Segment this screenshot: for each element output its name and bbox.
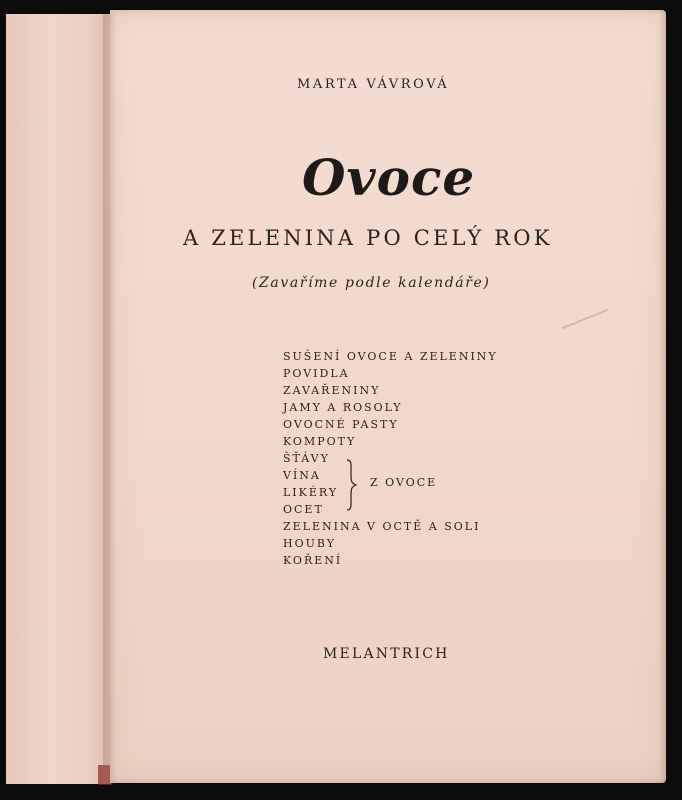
list-item: JAMY A ROSOLY: [283, 401, 403, 414]
list-item: OCET: [283, 503, 324, 516]
list-item: SUŠENÍ OVOCE A ZELENINY: [283, 350, 498, 363]
list-item: ZELENINA V OCTĚ A SOLI: [283, 520, 481, 533]
left-flyleaf: [6, 14, 111, 784]
list-item: POVIDLA: [283, 367, 350, 380]
bracket-label: Z OVOCE: [370, 476, 438, 489]
book-title: Ovoce: [302, 148, 476, 207]
list-item: OVOCNÉ PASTY: [283, 418, 399, 431]
author-name: MARTA VÁVROVÁ: [297, 77, 450, 92]
list-item: KOMPOTY: [283, 435, 357, 448]
list-item: KOŘENÍ: [283, 554, 343, 567]
spine-shadow: [103, 14, 117, 784]
book-tagline: (Zavaříme podle kalendáře): [252, 275, 491, 291]
contents-list: [283, 348, 498, 569]
list-item: HOUBY: [283, 537, 337, 550]
book-subtitle: A ZELENINA PO CELÝ ROK: [183, 226, 553, 250]
list-item: ŠŤÁVY: [283, 452, 330, 465]
list-item: ZAVAŘENINY: [283, 384, 381, 397]
publisher-name: MELANTRICH: [323, 646, 450, 662]
list-item: LIKÉRY: [283, 486, 339, 499]
list-item: VÍNA: [283, 469, 321, 482]
curly-brace: [345, 459, 357, 511]
